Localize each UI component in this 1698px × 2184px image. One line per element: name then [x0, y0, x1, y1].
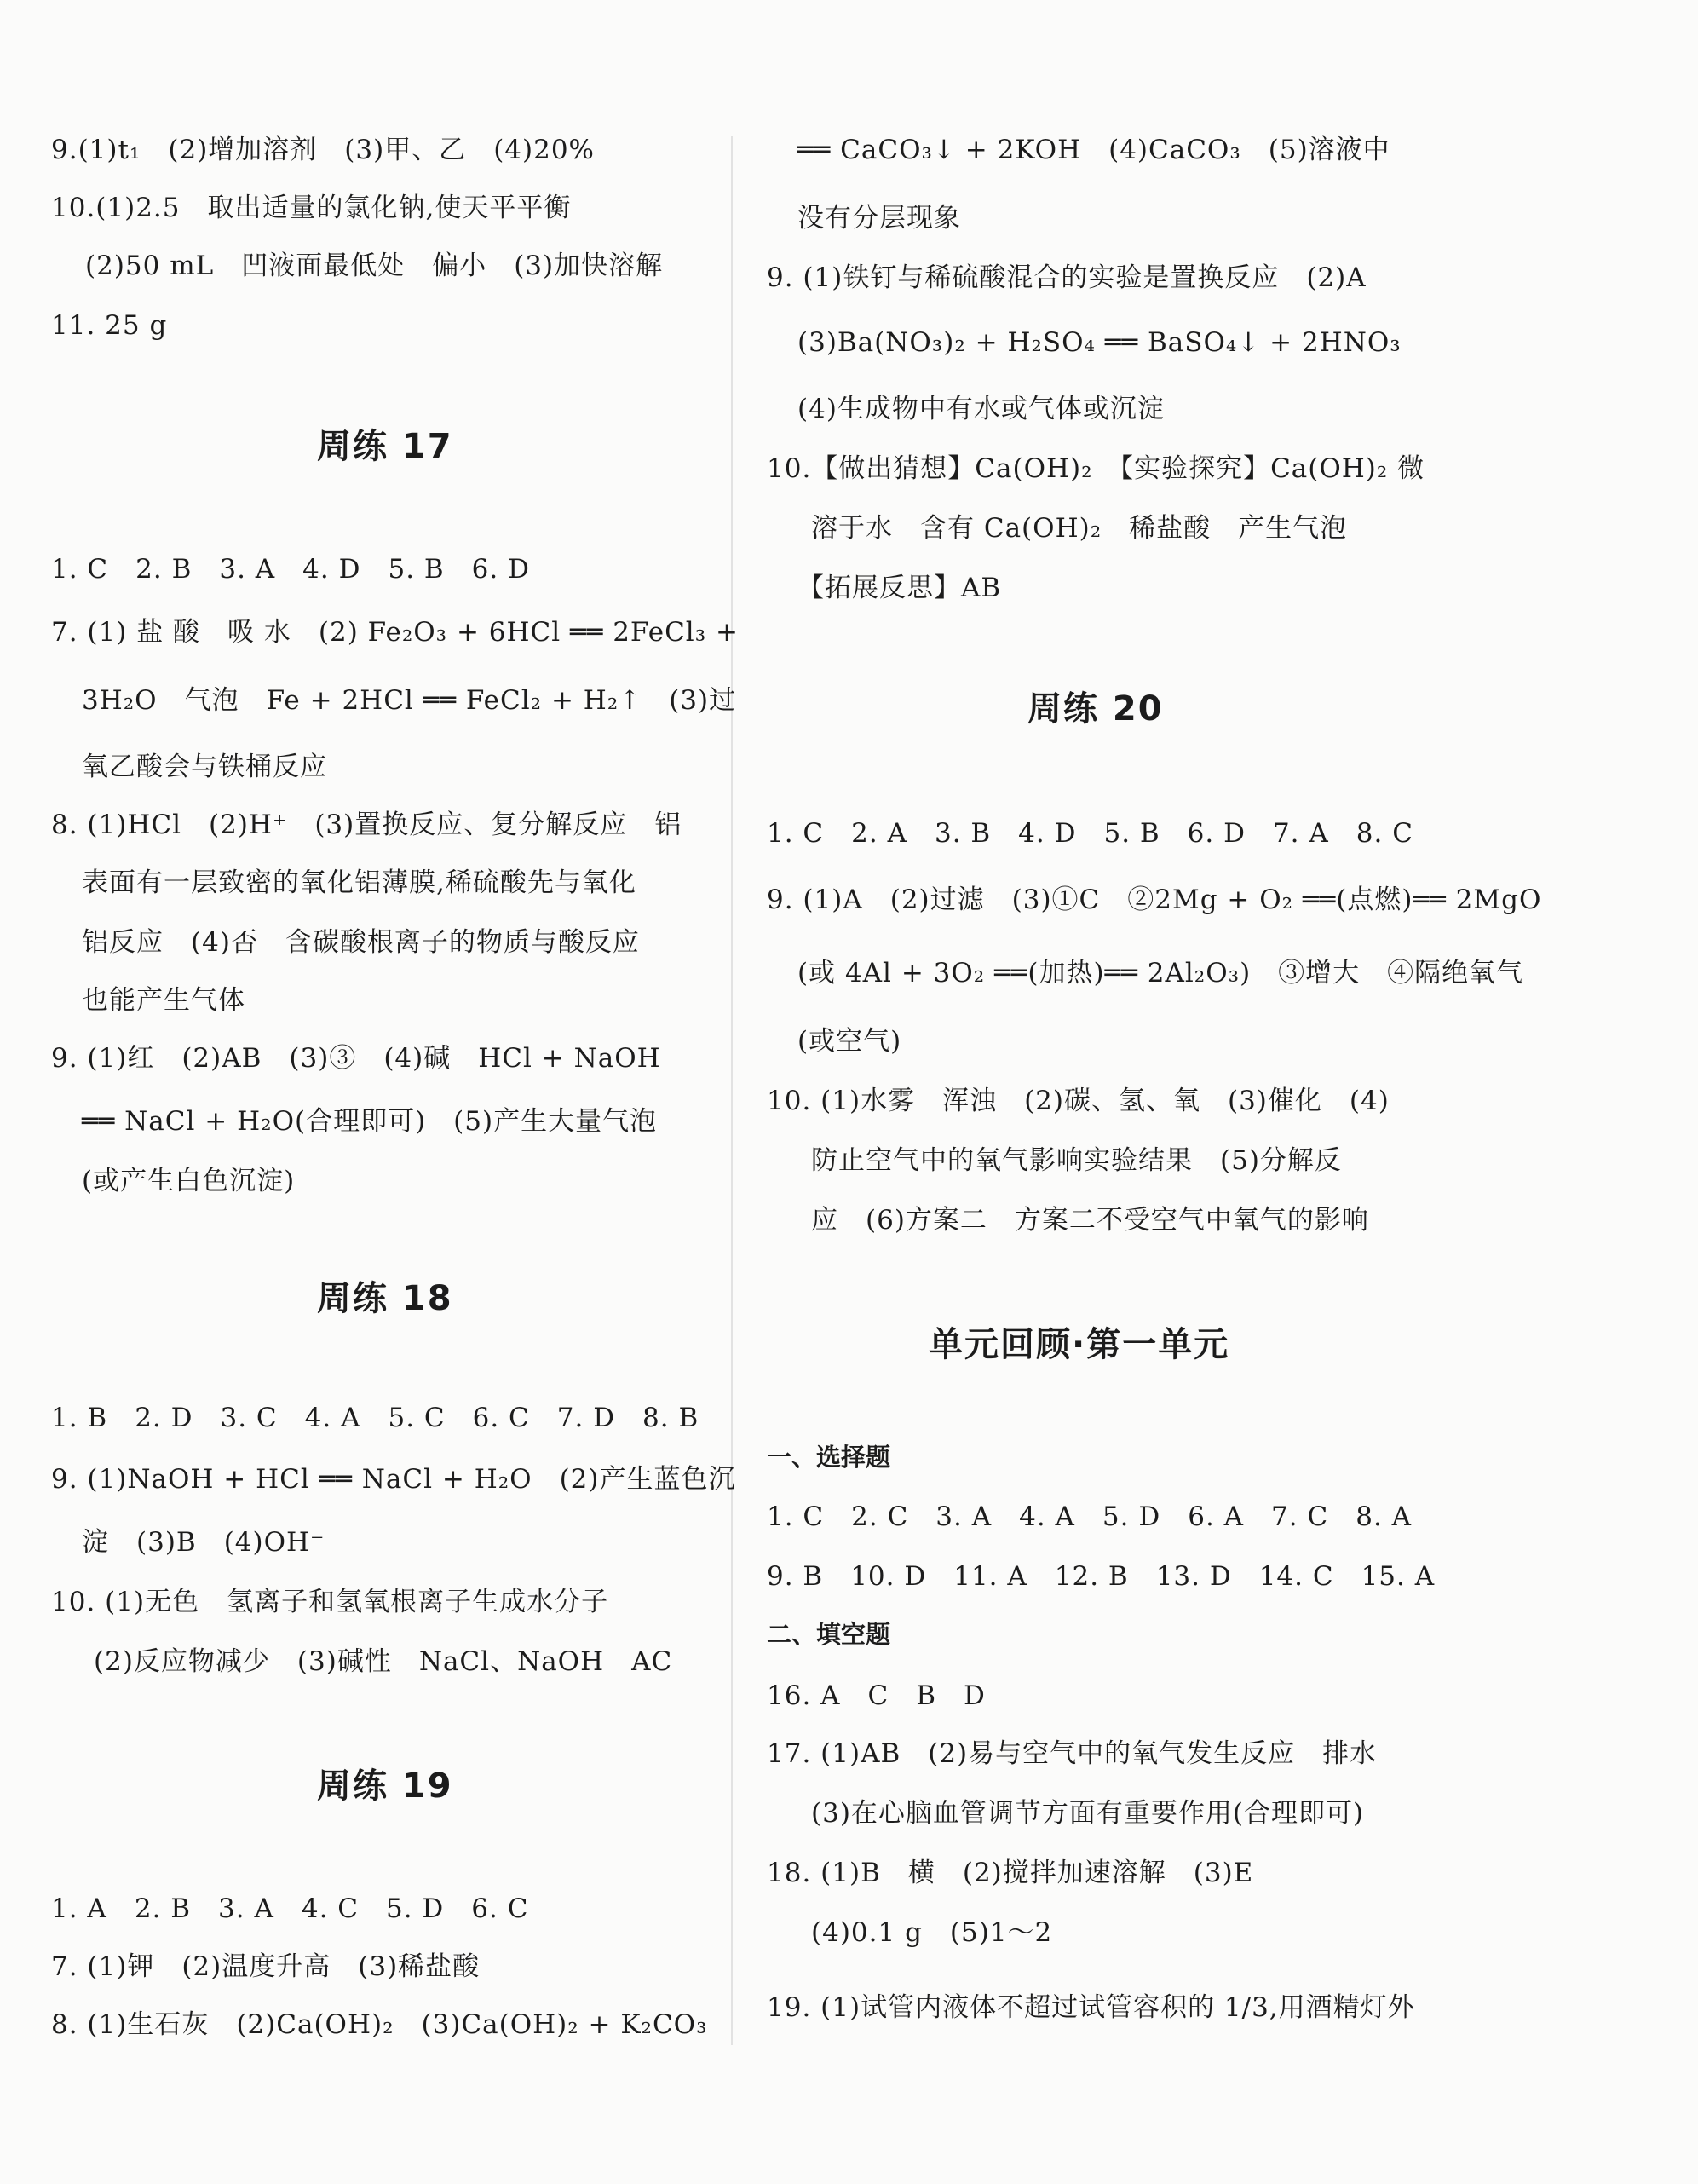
answer-line: 17. (1)AB (2)易与空气中的氧气发生反应 排水 [767, 1738, 1378, 1769]
unit-review-title: 单元回顾·第一单元 [929, 1325, 1230, 1364]
answer-line: 3H₂O 气泡 Fe + 2HCl ══ FeCl₂ + H₂↑ (3)过 [82, 685, 737, 716]
answer-line: 也能产生气体 [82, 985, 245, 1016]
answer-line: 16. A C B D [767, 1680, 986, 1711]
answer-line: 应 (6)方案二 方案二不受空气中氧气的影响 [811, 1205, 1369, 1236]
answer-line: 1. C 2. B 3. A 4. D 5. B 6. D [51, 554, 530, 585]
answer-line: 10.【做出猜想】Ca(OH)₂ 【实验探究】Ca(OH)₂ 微 [767, 453, 1425, 484]
answer-line: 9. (1)铁钉与稀硫酸混合的实验是置换反应 (2)A [767, 262, 1367, 293]
section-title-18: 周练 18 [317, 1279, 453, 1318]
answer-line: (4)0.1 g (5)1～2 [811, 1917, 1053, 1948]
answer-line: ══ CaCO₃↓ + 2KOH (4)CaCO₃ (5)溶液中 [797, 135, 1390, 165]
answer-line: (4)生成物中有水或气体或沉淀 [797, 394, 1165, 424]
answer-line: 防止空气中的氧气影响实验结果 (5)分解反 [811, 1145, 1342, 1176]
section-title-20: 周练 20 [1027, 689, 1164, 729]
part-title-fill: 二、填空题 [767, 1620, 891, 1649]
answer-line: 1. C 2. C 3. A 4. A 5. D 6. A 7. C 8. A [767, 1501, 1413, 1532]
answer-line: 7. (1)钾 (2)温度升高 (3)稀盐酸 [51, 1951, 481, 1982]
answer-line: 铝反应 (4)否 含碳酸根离子的物质与酸反应 [82, 927, 640, 958]
answer-line: 9. B 10. D 11. A 12. B 13. D 14. C 15. A [767, 1561, 1436, 1592]
answer-line: (2)50 mL 凹液面最低处 偏小 (3)加快溶解 [85, 251, 664, 281]
answer-line: 10.(1)2.5 取出适量的氯化钠,使天平平衡 [51, 193, 572, 223]
answer-line: 19. (1)试管内液体不超过试管容积的 1/3,用酒精灯外 [767, 1992, 1415, 2023]
answer-line: 【拓展反思】AB [797, 573, 1002, 603]
answer-line: 9.(1)t₁ (2)增加溶剂 (3)甲、乙 (4)20% [51, 135, 596, 165]
answer-line: (或产生白色沉淀) [82, 1166, 296, 1196]
column-divider [731, 136, 733, 2045]
answer-line: 表面有一层致密的氧化铝薄膜,稀硫酸先与氧化 [82, 867, 636, 898]
section-title-19: 周练 19 [317, 1766, 453, 1806]
answer-line: 8. (1)生石灰 (2)Ca(OH)₂ (3)Ca(OH)₂ + K₂CO₃ [51, 2009, 708, 2040]
answer-line: 1. B 2. D 3. C 4. A 5. C 6. C 7. D 8. B [51, 1403, 699, 1433]
answer-line: 9. (1)A (2)过滤 (3)①C ②2Mg + O₂ ══(点燃)══ 2MgO [767, 885, 1542, 915]
answer-line: 7. (1) 盐 酸 吸 水 (2) Fe₂O₃ + 6HCl ══ 2FeCl₃ + [51, 617, 739, 648]
answer-line: 10. (1)无色 氢离子和氢氧根离子生成水分子 [51, 1587, 609, 1617]
answer-line: 9. (1)红 (2)AB (3)③ (4)碱 HCl + NaOH [51, 1043, 661, 1074]
part-title-choice: 一、选择题 [767, 1443, 891, 1472]
answer-line: 10. (1)水雾 浑浊 (2)碳、氢、氧 (3)催化 (4) [767, 1086, 1390, 1116]
answer-line: 1. C 2. A 3. B 4. D 5. B 6. D 7. A 8. C [767, 818, 1413, 849]
answer-line: 没有分层现象 [797, 203, 961, 233]
answer-line: 18. (1)B 横 (2)搅拌加速溶解 (3)E [767, 1858, 1254, 1888]
answer-line: 氧乙酸会与铁桶反应 [82, 752, 327, 782]
answer-line: 11. 25 g [51, 310, 168, 341]
answer-line: 溶于水 含有 Ca(OH)₂ 稀盐酸 产生气泡 [811, 513, 1348, 544]
answer-line: (或空气) [797, 1026, 902, 1057]
answer-line: ══ NaCl + H₂O(合理即可) (5)产生大量气泡 [82, 1106, 658, 1137]
answer-line: 9. (1)NaOH + HCl ══ NaCl + H₂O (2)产生蓝色沉 [51, 1464, 736, 1495]
section-title-17: 周练 17 [317, 427, 453, 466]
answer-line: (2)反应物减少 (3)碱性 NaCl、NaOH AC [94, 1646, 673, 1677]
answer-line: 8. (1)HCl (2)H⁺ (3)置换反应、复分解反应 铝 [51, 810, 682, 840]
answer-line: 淀 (3)B (4)OH⁻ [82, 1527, 325, 1558]
answer-line: (或 4Al + 3O₂ ══(加热)══ 2Al₂O₃) ③增大 ④隔绝氧气 [797, 958, 1524, 988]
answer-line: 1. A 2. B 3. A 4. C 5. D 6. C [51, 1893, 529, 1924]
answer-line: (3)在心脑血管调节方面有重要作用(合理即可) [811, 1798, 1365, 1829]
answer-line: (3)Ba(NO₃)₂ + H₂SO₄ ══ BaSO₄↓ + 2HNO₃ [797, 327, 1402, 358]
